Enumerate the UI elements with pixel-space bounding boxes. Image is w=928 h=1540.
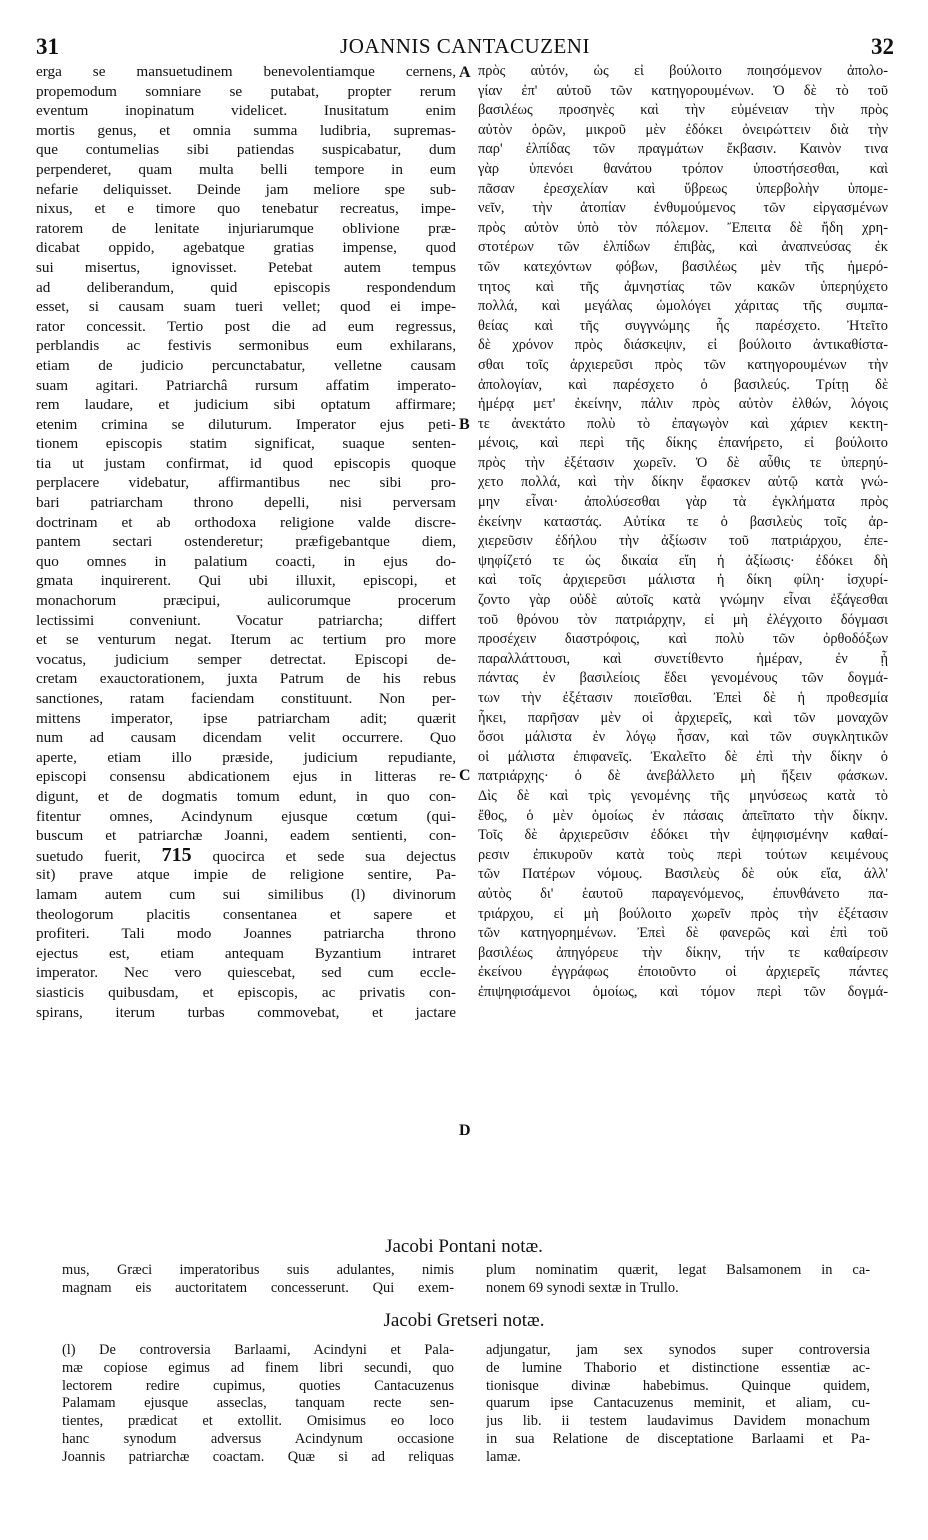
margin-marker-c: C xyxy=(459,767,471,784)
latin-line: ratorem de lenitate injuriarumque oblivione præ- xyxy=(36,219,456,237)
running-title: JOANNIS CANTACUZENI xyxy=(340,34,590,58)
greek-line: τητος καὶ τῆς ἀμνηστίας τῶν κακῶν ὑπερηύχετο xyxy=(478,278,888,295)
latin-line: rator concessit. Tertio post die ad eum regressus, xyxy=(36,317,456,335)
latin-line: ejectus est, etiam antequam Byzantium intraret xyxy=(36,944,456,962)
latin-line: aperte, etiam illo præside, judicium repudiante, xyxy=(36,748,456,766)
greek-line: Τοῖς δὲ ἀρχιερεῦσιν ἐδόκει τὴν ἐψηφισμένην καθαί- xyxy=(478,827,888,844)
greek-line: χετο πολλά, καὶ τὴν δίκην ἔφασκεν αὐτῷ κατὰ γνώ- xyxy=(478,474,888,491)
latin-line: imperator. Nec vero quiescebat, sed cum eccle- xyxy=(36,964,456,982)
latin-line: eventum inopinatum videlicet. Inusitatum enim xyxy=(36,102,456,120)
greek-line: χιερεῦσιν ἐδήλου τὴν ἀξίωσιν τοῦ πατριάρχου, ἐπε- xyxy=(478,533,888,550)
latin-line: buscum et patriarchæ Joanni, eadem sentienti, con- xyxy=(36,827,456,845)
greek-line: τῶν κατηγορημένων. Ἐπεὶ δὲ φανερῶς καὶ ἐπὶ τοῦ xyxy=(478,925,888,942)
greek-line: θείας καὶ τῆς συγγνώμης ἧς παρέσχετο. Ἠτεῖτο xyxy=(478,317,888,334)
latin-line: et se venturum negat. Iterum ac tertium pro more xyxy=(36,631,456,649)
latin-line: ad deliberandum, quid episcopis respondendum xyxy=(36,278,456,296)
latin-line: doctrinam et ab orthodoxa religione valde discre- xyxy=(36,513,456,531)
latin-line: siasticis quibusdam, et episcopis, ac privatis con- xyxy=(36,983,456,1001)
latin-line: mortis genus, et omnia summa ludibria, supremas- xyxy=(36,121,456,139)
greek-line: ἡμέρᾳ μετ' ἐκείνην, πάλιν πρὸς αὐτὸν ἐλθών, λόγοις xyxy=(478,396,888,413)
latin-line: perblandis ac festivis sermonibus eum exhilarans, xyxy=(36,337,456,355)
note-line: (l) De controversia Barlaami, Acindyni et Pala- xyxy=(62,1342,454,1358)
latin-line: lamam autem cum sui similibus (l) divinorum xyxy=(36,885,456,903)
note-line: magnam eis auctoritatem concesserunt. Qui exem- xyxy=(62,1279,454,1296)
greek-line: τριάρχου, εἰ μὴ βούλοιτο χωρεῖν πρὸς τὴν ἐξέτασιν xyxy=(478,905,888,922)
pontanus-notes-left xyxy=(62,1262,454,1298)
greek-line: παραλλάττουσι, καὶ συνετίθεντο ἡμέραν, ἐν ᾗ xyxy=(478,650,888,667)
latin-line: etenim crimina se diluturum. Imperator ejus peti- xyxy=(36,415,456,433)
greek-line: ἐκείνην καταστάς. Αὐτίκα τε ὁ βασιλεὺς τοῖς ἀρ- xyxy=(478,513,888,530)
latin-line: pantem sectari ostenderetur; præfigebantque diem, xyxy=(36,533,456,551)
latin-line: que contumelias sibi patiendas suspicabatur, dum xyxy=(36,141,456,159)
gretser-notes-left xyxy=(62,1342,454,1467)
latin-line: fitentur omnes, Acindynum ejusque cœtum (qui- xyxy=(36,807,456,825)
note-line: in sua Relatione de disceptatione Barlaami et Pa- xyxy=(486,1430,870,1447)
margin-marker-b: B xyxy=(459,416,470,433)
greek-line: ζοντο γὰρ οὐδὲ αὐτοῖς κατὰ γνώμην εἶναι ἐξάγεσθαι xyxy=(478,592,888,609)
latin-line: digunt, et de dogmatis tomum edunt, in quo con- xyxy=(36,787,456,805)
greek-line: Δὶς δὲ καὶ τρὶς γενομένης τῆς μηνύσεως κατὰ τὸ xyxy=(478,787,888,804)
greek-line: γὰρ ὑπενόει θανάτου τρόπον ὑποστήσεσθαι, καὶ xyxy=(478,160,888,177)
greek-line: βασιλέως ἀπηγόρευε τὴν δίκην, τήν τε καθαίρεσιν xyxy=(478,944,888,961)
pontanus-notes-right xyxy=(486,1262,870,1298)
greek-line: τοῦ θρόνου τὸν πατριάρχην, εἰ μὴ ἐλέγχοιτο δόγμασι xyxy=(478,611,888,628)
latin-line: esset, si causam suam tueri vellet; quod ei impe- xyxy=(36,298,456,316)
greek-line: βασιλέως προσηνὲς καὶ τὴν εὐμένειαν τὴν πρὸς xyxy=(478,102,888,119)
greek-line: σθαι τοῖς ἀρχιερεῦσι πρὸς τῶν κατηγορουμένων τὴν xyxy=(478,356,888,373)
greek-line: παρ' ἐλπίδας τῶν πραγμάτων ἔκβασιν. Καινὸν τινα xyxy=(478,141,888,158)
greek-line: ἀπολογίαν, καὶ παρέσχετο ὁ βασιλεύς. Τρίτῃ δὲ xyxy=(478,376,888,393)
greek-line: πρὸς αὐτὸν ὑπὸ τὸν πόλεμον. Ἔπειτα δὲ ἤδη χρη- xyxy=(478,219,888,236)
note-line: plum nominatim quærit, legat Balsamonem in ca- xyxy=(486,1262,870,1278)
latin-line: theologorum placitis consentanea et sapere et xyxy=(36,905,456,923)
greek-line: οἱ μάλιστα ἐπιφανεῖς. Ἐκαλεῖτο δὲ ἐπὶ τὴν δίκην ὁ xyxy=(478,748,888,765)
greek-line: ἧκει, παρῆσαν μὲν οἱ ἀρχιερεῖς, καὶ τῶν μοναχῶν xyxy=(478,709,888,726)
margin-marker-d: D xyxy=(459,1122,471,1139)
greek-line: αὐτὸν ὁρῶν, μικροῦ μὲν ἐδόκει ὀνειρώττειν διὰ τὴν xyxy=(478,121,888,138)
greek-line: στοτέρων τῶν ἐλπίδων ἐπιβὰς, καὶ ἀναπνεύσας ἐκ xyxy=(478,239,888,256)
latin-line: perpenderet, quam multa belli tempore in eum xyxy=(36,160,456,178)
greek-line: μην εἶναι· ἀπολύσεσθαι γὰρ τὰ ἐγκλήματα πρὸς xyxy=(478,494,888,511)
note-line: mæ copiose egimus ad finem libri secundi, quo xyxy=(62,1359,454,1376)
greek-line: πατριάρχης· ὁ δὲ ἀνεβάλλετο μὴ ἥξειν φάσκων. xyxy=(478,768,888,785)
latin-line: cretam exauctorationem, juxta Patrum de his rebus xyxy=(36,670,456,688)
latin-line: tionem episcopis statim significat, suaque senten- xyxy=(36,435,456,453)
latin-line: spirans, iterum turbas commovebat, et jactare xyxy=(36,1003,456,1021)
greek-column xyxy=(478,62,888,1003)
gretser-notes-right xyxy=(486,1342,870,1467)
note-line: tionisque divinæ habebimus. Quinque quidem, xyxy=(486,1377,870,1394)
greek-line: τῶν Πατέρων νόμους. Βασιλεὺς δὲ οὐκ εἴα, ἀλλ' xyxy=(478,866,888,883)
greek-line: γίαν ἐπ' αὐτοῦ τῶν κατηγορουμένων. Ὁ δὲ τὸ τοῦ xyxy=(478,82,888,99)
note-line: jus lib. ii testem laudavimus Davidem monachum xyxy=(486,1413,870,1430)
page-header xyxy=(36,34,894,64)
note-line: lectorem redire cupimus, quoties Cantacuzenus xyxy=(62,1377,454,1394)
gretser-notes-heading: Jacobi Gretseri notæ. xyxy=(383,1310,545,1331)
marginal-column-number: 715 xyxy=(161,845,192,866)
greek-line: καὶ τοῖς ἀρχιερεῦσι μάλιστα ἡ δίκη φίλη· ἰσχυρί- xyxy=(478,572,888,589)
latin-line: dicabat oppido, agebatque gratias impense, quod xyxy=(36,239,456,257)
greek-line: μένοις, καὶ περὶ τῆς δίκης ἐπανήρετο, εἰ βούλοιτο xyxy=(478,435,888,452)
note-line: hanc synodum adversus Acindynum occasione xyxy=(62,1430,454,1447)
latin-line-with-number xyxy=(36,846,456,866)
latin-line: nixus, et e timore quo tenebatur recreatus, impe- xyxy=(36,200,456,218)
greek-line: πάντας ἐν βασιλείοις ἔδει γενομένους τῶν δογμά- xyxy=(478,670,888,687)
latin-line: etiam de judicio percunctabatur, velletne causam xyxy=(36,356,456,374)
pontanus-notes-heading: Jacobi Pontani notæ. xyxy=(385,1236,543,1257)
greek-line: πολλά, καὶ μεγάλας ὡμολόγει χάριτας τῆς συμπα- xyxy=(478,298,888,315)
margin-marker-a: A xyxy=(459,64,471,81)
greek-line: ἐπιψηφισάμενοι ὁμοίως, καὶ τόμον περὶ τῶν δογμά- xyxy=(478,983,888,1000)
latin-line: tia ut justam confirmat, id quod episcopis quoque xyxy=(36,454,456,472)
note-line: Palamam ejusque asseclas, tanquam recte sen- xyxy=(62,1395,454,1412)
latin-line: perplacere videbatur, affirmantibus nec sibi pro- xyxy=(36,474,456,492)
latin-line: mittens imperator, ipse patriarcham adit; quærit xyxy=(36,709,456,727)
latin-line: nefarie deliquisset. Deinde jam meliore spe sub- xyxy=(36,180,456,198)
latin-line: profiteri. Tali modo Joannes patriarcha throno xyxy=(36,925,456,943)
note-line: tientes, prædicat et extollit. Omisimus eo loco xyxy=(62,1413,454,1430)
latin-line: lectissimi conveniunt. Vocatur patriarcha; differt xyxy=(36,611,456,629)
latin-line: episcopi consensu abdicationem ejus in litteras re- xyxy=(36,768,456,786)
latin-line: suam agitari. Patriarchâ rursum affatim imperato- xyxy=(36,376,456,394)
latin-line: erga se mansuetudinem benevolentiamque cernens, xyxy=(36,63,456,80)
note-line: quarum ipse Cantacuzenus meminit, et aliam, cu- xyxy=(486,1395,870,1412)
greek-line: ἔθος, ὁ μὲν ὁμοίως ἐν πάσαις ἀπεῖπατο τὴν δίκην. xyxy=(478,807,888,824)
latin-line: sit) prave atque impie de religione sentire, Pa- xyxy=(36,866,456,884)
greek-line: προσέχειν διαστρόφοις, καὶ πολὺ τῶν ὀρθοδόξων xyxy=(478,631,888,648)
latin-line: rem laudare, et judicium sibi optatum affirmare; xyxy=(36,396,456,414)
latin-line: sui misertus, ignovisset. Petebat autem tempus xyxy=(36,258,456,276)
page-number-right: 32 xyxy=(871,34,894,59)
greek-line: τε ἀνεκτάτο πολὺ τὸ ἐπαγωγὸν καὶ χάριεν κεκτη- xyxy=(478,415,888,432)
greek-line: πᾶσαν ἐρεσχελίαν καὶ ὕβρεως ὑπερβολὴν ὑπομε- xyxy=(478,180,888,197)
note-line: adjungatur, jam sex synodos super controversia xyxy=(486,1342,870,1358)
latin-line: num ad causam dicendam velit occurrere. Quo xyxy=(36,729,456,747)
latin-line: bari patriarcham throno depelli, nisi perversam xyxy=(36,494,456,512)
greek-line: αὐτὸς δι' ἑαυτοῦ παραγενόμενος, ἐπυνθάνετο πα- xyxy=(478,885,888,902)
note-line: Joannis patriarchæ coactam. Quæ si ad reliquas xyxy=(62,1448,454,1465)
note-line: de lumine Thaborio et distinctione essentiæ ac- xyxy=(486,1359,870,1376)
latin-line: propemodum somniare se putabat, propter rerum xyxy=(36,82,456,100)
latin-line: sanctiones, ratam faciendam constituunt. Non per- xyxy=(36,690,456,707)
latin-line: vocatus, judicium semper detrectat. Episcopi de- xyxy=(36,650,456,668)
latin-line: gmata inquirerent. Qui ubi illuxit, episcopi, et xyxy=(36,572,456,590)
greek-line: ρεσιν ἐπικυροῦν κατὰ τοὺς περὶ τούτων κειμένους xyxy=(478,846,888,863)
note-line: mus, Græci imperatoribus suis adulantes, nimis xyxy=(62,1262,454,1278)
greek-line: νεῖν, τὴν ἀτοπίαν ἐνθυμούμενος τῶν εἰργασμένων xyxy=(478,200,888,217)
note-line: lamæ. xyxy=(486,1448,521,1465)
latin-line: monachorum præcipui, aulicorumque procerum xyxy=(36,592,456,610)
greek-line: ψηφίζετό τε ὡς δικαία εἴη ἡ ἀξίωσις· ἐδόκει δὴ xyxy=(478,552,888,569)
greek-line: τῶν κατεχόντων φόβων, βασιλέως μὲν τῆς ἡμερό- xyxy=(478,258,888,275)
note-line: nonem 69 synodi sextæ in Trullo. xyxy=(486,1279,679,1296)
greek-line: ἐκείνου ἐγγράφως ἐποιοῦντο οἱ ἀρχιερεῖς πάντες xyxy=(478,964,888,981)
latin-line: quo omnes in palatium coacti, in ejus do- xyxy=(36,552,456,570)
greek-line: δὲ χρόνον πρὸς διάσκεψιν, εἰ βούλοιτο ἀντικαθίστα- xyxy=(478,337,888,354)
greek-line: πρὸς αὐτόν, ὡς εἰ βούλοιτο ποιησόμενον ἀπολο- xyxy=(478,63,888,79)
greek-line: των τὴν ἐξέτασιν ποιεῖσθαι. Ἐπεὶ δὲ ἡ προθεσμία xyxy=(478,690,888,706)
greek-line: ὅσοι μάλιστα ἐν λόγῳ ἦσαν, καὶ τῶν συγκλητικῶν xyxy=(478,729,888,746)
greek-line: πρὸς τὴν ἐξέτασιν χωρεῖν. Ὁ δὲ αὖθις τε ὑπερηύ- xyxy=(478,454,888,471)
latin-line-part: quocirca et sede sua dejectus xyxy=(212,847,456,865)
page-number-left: 31 xyxy=(36,34,59,59)
latin-column xyxy=(36,62,456,1022)
latin-line-part: suetudo fuerit, xyxy=(36,847,141,865)
